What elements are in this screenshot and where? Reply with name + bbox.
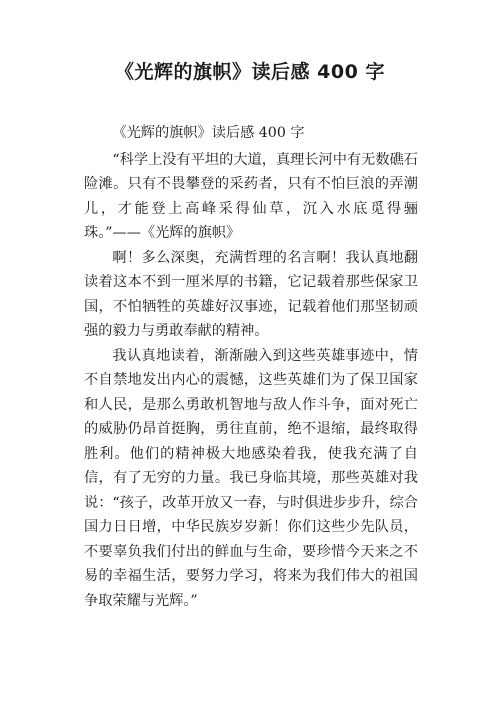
document-subtitle: 《光辉的旗帜》读后感 400 字	[112, 125, 305, 141]
paragraph-quote: “科学上没有平坦的大道，真理长河中有无数礁石险滩。只有不畏攀登的采药者，只有不怕巨浪的弄潮儿，才能登上高峰采得仙草，沉入水底觅得骊珠。”——《光辉的旗帜》	[84, 151, 418, 241]
document-body	[84, 121, 418, 613]
paragraph-reading: 我认真地读着，渐渐融入到这些英雄事迹中，情不自禁地发出内心的震憾，这些英雄们为了保卫国家和人民，是那么勇敢机智地与敌人作斗争，面对死亡的威胁仍昂首挺胸，勇往直前，绝不退缩，最终取得胜利。他们的精神极大地感染着我，使我充满了自信，有了无穷的力量。我已身临其境，那些英雄对我说：“孩子，改革开放又一春，与时俱进步步升，综合国力日日增，中华民族岁岁新！你们这些少先队员，不要辜负我们付出的鲜血与生命，要珍惜今天来之不易的幸福生活，要努力学习，将来为我们伟大的祖国争取荣耀与光辉。”	[84, 347, 418, 609]
page-title: 《光辉的旗帜》读后感 400 字	[115, 61, 385, 83]
paragraph-reflection: 啊！多么深奥，充满哲理的名言啊！我认真地翻读着这本不到一厘米厚的书籍，它记载着那些保家卫国，不怕牺牲的英雄好汉事迹，记载着他们那坚韧顽强的毅力与勇敢奉献的精神。	[84, 249, 418, 339]
